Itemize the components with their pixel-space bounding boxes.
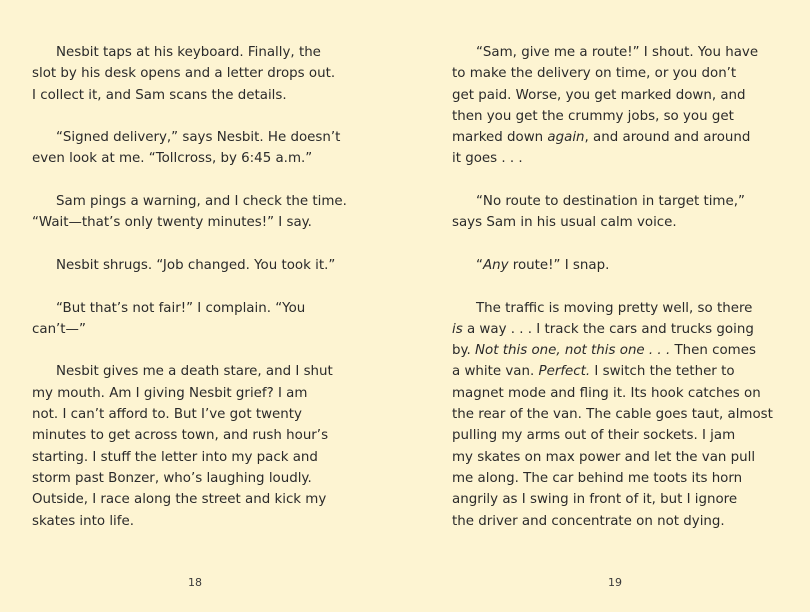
text-line: Nesbit gives me a death stare, and I shut xyxy=(56,364,333,380)
text-line: by. Not this one, not this one . . . Then comes xyxy=(452,343,756,359)
text-line: storm past Bonzer, who’s laughing loudly. xyxy=(32,470,312,486)
right-page-text xyxy=(452,42,777,532)
paragraph xyxy=(452,42,777,170)
text-line: Sam pings a warning, and I check the time. xyxy=(56,194,347,210)
text-line: is a way . . . I track the cars and trucks going xyxy=(452,321,754,337)
left-page-text xyxy=(32,42,377,532)
text-line: marked down again, and around and around xyxy=(452,130,751,146)
text-line: a white van. Perfect. I switch the tether to xyxy=(452,364,735,380)
paragraph xyxy=(32,127,377,170)
text-line: says Sam in his usual calm voice. xyxy=(452,215,677,231)
text-line: the rear of the van. The cable goes taut, almost xyxy=(452,407,773,423)
text-line: “No route to destination in target time,” xyxy=(476,194,745,210)
text-line: “Any route!” I snap. xyxy=(476,257,610,273)
text-line: it goes . . . xyxy=(452,151,523,167)
right-page-number: 19 xyxy=(608,576,622,589)
paragraph xyxy=(452,255,777,276)
text-line: can’t—” xyxy=(32,321,86,337)
text-line: slot by his desk opens and a letter drops out. xyxy=(32,66,336,82)
text-line: minutes to get across town, and rush hour’s xyxy=(32,428,329,444)
text-line: Outside, I race along the street and kick my xyxy=(32,492,327,508)
text-line: angrily as I swing in front of it, but I ignore xyxy=(452,492,738,508)
text-line: me along. The car behind me toots its horn xyxy=(452,470,743,486)
text-line: then you get the crummy jobs, so you get xyxy=(452,108,734,124)
text-line: even look at me. “Tollcross, by 6:45 a.m.” xyxy=(32,151,313,167)
paragraph xyxy=(452,191,777,234)
left-page-number: 18 xyxy=(188,576,202,589)
text-line: “Sam, give me a route!” I shout. You have xyxy=(476,45,759,60)
right-page xyxy=(405,0,810,612)
text-line: the driver and concentrate on not dying. xyxy=(452,513,725,529)
text-line: skates into life. xyxy=(32,513,134,529)
text-line: pulling my arms out of their sockets. I jam xyxy=(452,428,736,444)
text-line: Nesbit shrugs. “Job changed. You took it.” xyxy=(56,257,336,273)
text-line: my skates on max power and let the van pull xyxy=(452,449,756,465)
text-line: to make the delivery on time, or you don’t xyxy=(452,66,737,82)
text-line: I collect it, and Sam scans the details. xyxy=(32,87,287,103)
text-line: “But that’s not fair!” I complain. “You xyxy=(56,300,306,316)
paragraph xyxy=(32,361,377,531)
text-line: The traffic is moving pretty well, so there xyxy=(476,300,753,316)
paragraph xyxy=(452,298,777,532)
paragraph xyxy=(32,298,377,341)
text-line: my mouth. Am I giving Nesbit grief? I am xyxy=(32,385,308,401)
text-line: get paid. Worse, you get marked down, and xyxy=(452,87,746,103)
paragraph xyxy=(32,255,377,276)
text-line: not. I can’t afford to. But I’ve got twenty xyxy=(32,407,302,423)
text-line: magnet mode and fling it. Its hook catches on xyxy=(452,385,761,401)
paragraph xyxy=(32,191,377,234)
text-line: Nesbit taps at his keyboard. Finally, the xyxy=(56,45,321,60)
text-line: “Signed delivery,” says Nesbit. He doesn’t xyxy=(56,130,341,146)
paragraph xyxy=(32,42,377,106)
text-line: starting. I stuff the letter into my pack and xyxy=(32,449,318,465)
text-line: “Wait—that’s only twenty minutes!” I say. xyxy=(32,215,312,231)
